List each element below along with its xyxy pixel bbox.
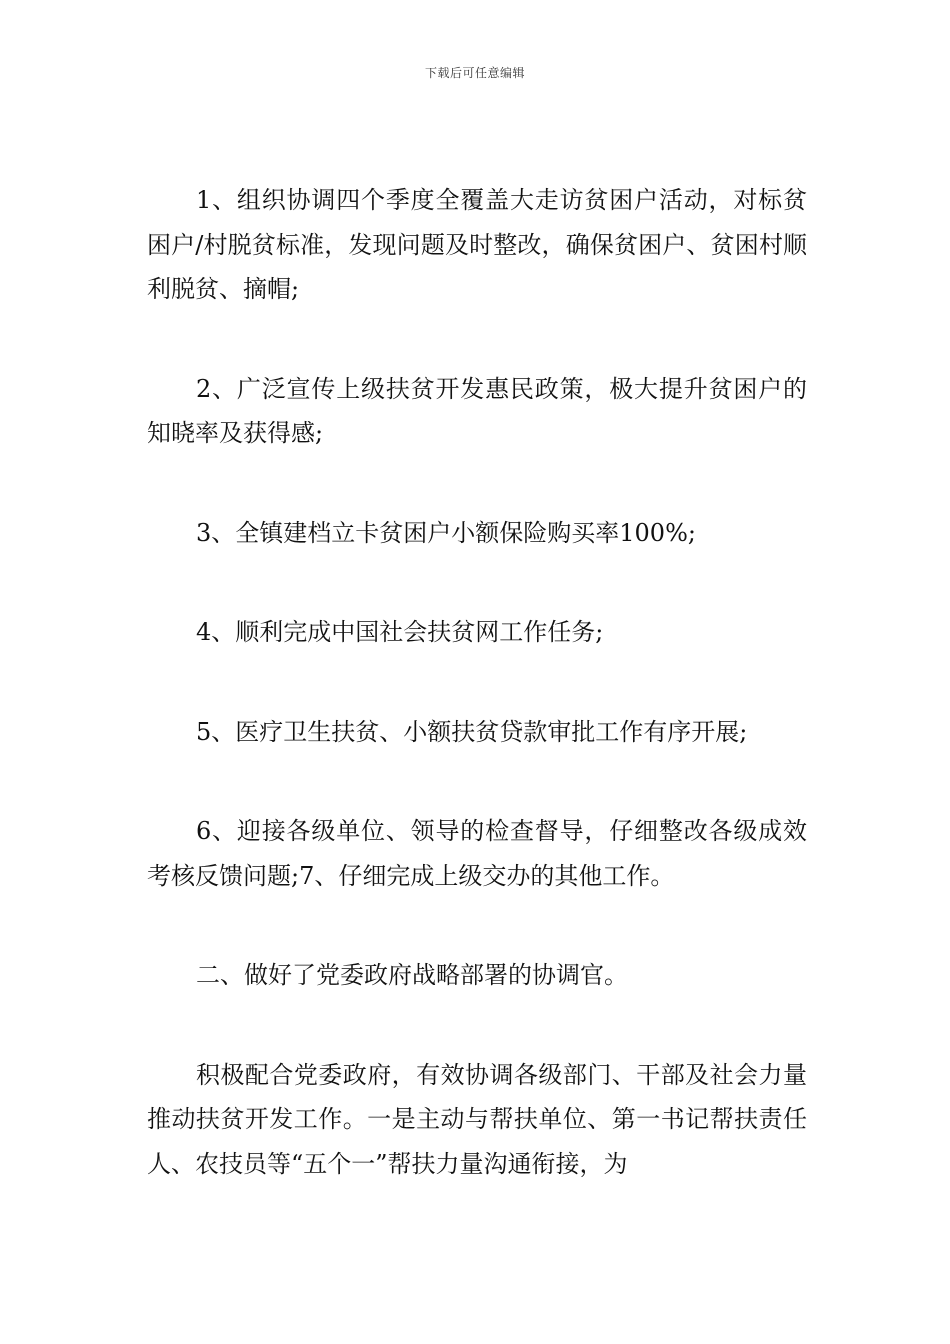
paragraph-item-1: 1、组织协调四个季度全覆盖大走访贫困户活动，对标贫困户/村脱贫标准，发现问题及时整改，确保贫困户、贫困村顺利脱贫、摘帽; (147, 186, 807, 303)
paragraph-item-6: 6、迎接各级单位、领导的检查督导，仔细整改各级成效考核反馈问题;7、仔细完成上级交办的其他工作。 (147, 817, 807, 890)
paragraph-item-3: 3、全镇建档立卡贫困户小额保险购买率100%; (196, 518, 696, 547)
paragraph-item-4: 4、顺利完成中国社会扶贫网工作任务; (196, 618, 604, 646)
page-header: 下载后可任意编辑 (424, 66, 525, 80)
document-body (147, 178, 807, 1186)
paragraph-item-2: 2、广泛宣传上级扶贫开发惠民政策，极大提升贫困户的知晓率及获得感; (147, 374, 807, 447)
paragraph-item-5: 5、医疗卫生扶贫、小额扶贫贷款审批工作有序开展; (196, 717, 748, 746)
section-heading-2: 二、做好了党委政府战略部署的协调官。 (196, 961, 628, 989)
paragraph-body: 积极配合党委政府，有效协调各级部门、干部及社会力量推动扶贫开发工作。一是主动与帮扶单位、第一书记帮扶责任人、农技员等“五个一”帮扶力量沟通衔接，为 (147, 1060, 807, 1178)
